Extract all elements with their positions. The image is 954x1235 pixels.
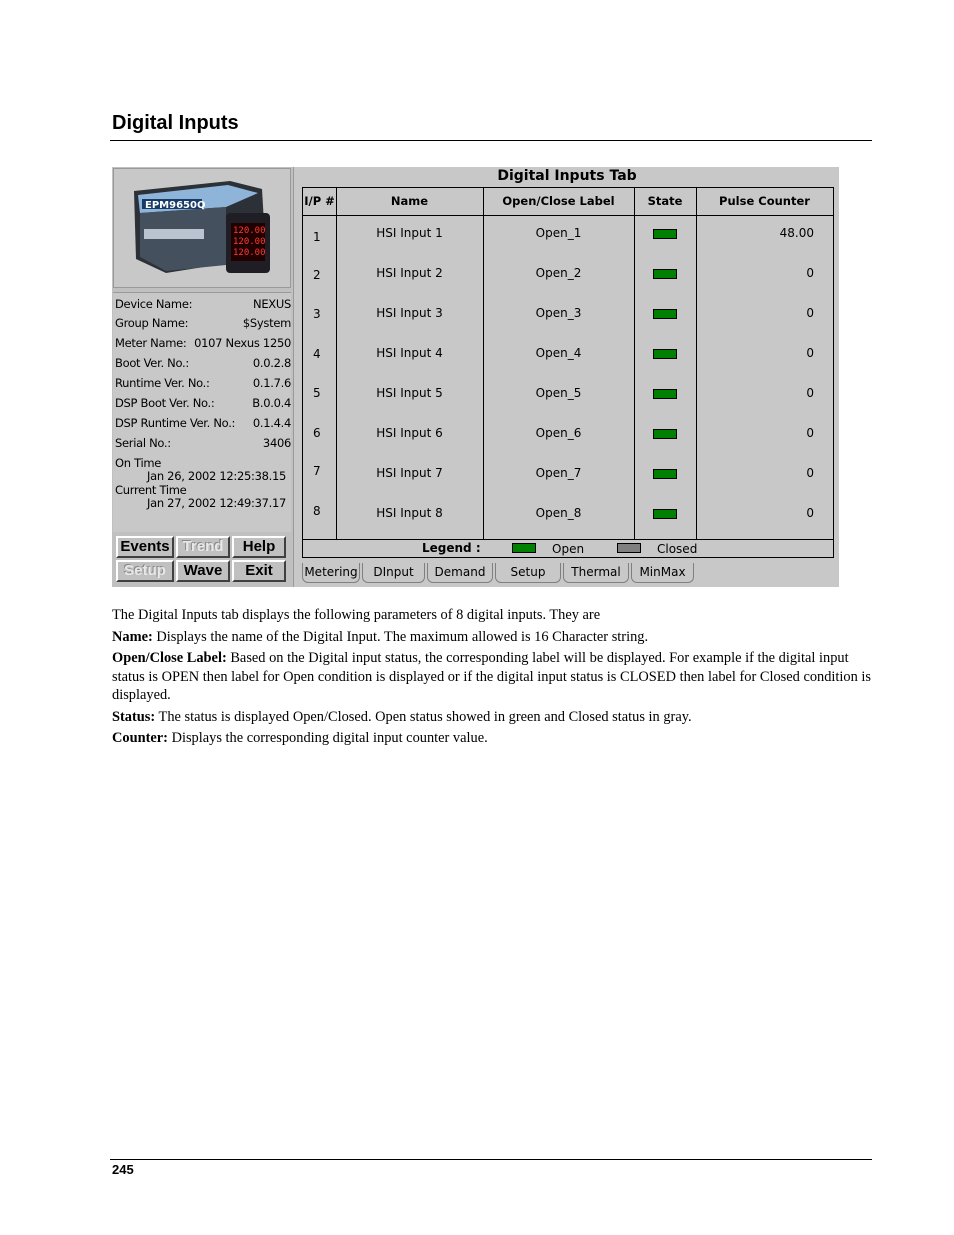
info-label: Runtime Ver. No.: xyxy=(115,376,210,390)
wave-button[interactable]: Wave xyxy=(176,560,230,582)
on-time-value: Jan 26, 2002 12:25:38.15 xyxy=(147,469,286,483)
digital-inputs-panel xyxy=(293,167,839,587)
pulse-counter: 0 xyxy=(806,426,814,440)
legend-open-label: Open xyxy=(552,542,585,556)
info-value: 0107 Nexus 1250 xyxy=(194,336,291,350)
intro-paragraph: The Digital Inputs tab displays the following parameters of 8 digital inputs. They are xyxy=(112,607,601,623)
column-divider xyxy=(696,188,697,540)
counter-description: Displays the corresponding digital input counter value. xyxy=(167,730,488,746)
input-label: Open_4 xyxy=(535,346,582,360)
info-row xyxy=(115,316,291,332)
counter-term: Counter: xyxy=(112,730,168,746)
info-row xyxy=(115,376,291,392)
input-number: 7 xyxy=(313,464,321,478)
input-label: Open_7 xyxy=(535,466,582,480)
tab-metering[interactable]: Metering xyxy=(302,563,360,583)
column-header: Pulse Counter xyxy=(719,194,810,208)
input-label: Open_6 xyxy=(535,426,582,440)
display-reading-1: 120.00 xyxy=(233,226,266,236)
input-name: HSI Input 8 xyxy=(376,506,443,520)
column-divider xyxy=(336,188,337,540)
pulse-counter: 0 xyxy=(806,386,814,400)
column-header: State xyxy=(647,194,683,208)
state-indicator xyxy=(653,509,677,519)
digital-inputs-table xyxy=(302,187,834,558)
header-divider xyxy=(303,215,833,216)
status-paragraph xyxy=(112,708,872,727)
input-name: HSI Input 4 xyxy=(376,346,443,360)
input-number: 2 xyxy=(313,268,321,282)
input-label: Open_1 xyxy=(535,226,582,240)
display-reading-2: 120.00 xyxy=(233,237,266,247)
events-button[interactable]: Events xyxy=(116,536,174,558)
legend-divider xyxy=(303,539,833,540)
legend-closed-swatch xyxy=(617,543,641,553)
input-name: HSI Input 1 xyxy=(376,226,443,240)
current-time-value: Jan 27, 2002 12:49:37.17 xyxy=(147,496,286,510)
name-description: Displays the name of the Digital Input. The maximum allowed is 16 Character string. xyxy=(152,629,649,645)
pulse-counter: 0 xyxy=(806,346,814,360)
legend-open-swatch xyxy=(512,543,536,553)
pulse-counter: 0 xyxy=(806,466,814,480)
device-info-panel xyxy=(113,292,291,532)
tab-bar xyxy=(294,561,839,587)
input-label: Open_3 xyxy=(535,306,582,320)
info-value: $System xyxy=(242,316,291,330)
input-number: 3 xyxy=(313,307,321,321)
info-value: B.0.0.4 xyxy=(252,396,291,410)
info-value: 0.1.7.6 xyxy=(252,376,291,390)
input-number: 4 xyxy=(313,347,321,361)
state-indicator xyxy=(653,229,677,239)
name-paragraph xyxy=(112,628,872,647)
input-label: Open_8 xyxy=(535,506,582,520)
pulse-counter: 0 xyxy=(806,506,814,520)
column-divider xyxy=(483,188,484,540)
column-divider xyxy=(634,188,635,540)
tab-dinput[interactable]: DInput xyxy=(362,563,425,583)
info-value: 0.1.4.4 xyxy=(252,416,291,430)
pulse-counter: 48.00 xyxy=(779,226,814,240)
state-indicator xyxy=(653,269,677,279)
state-indicator xyxy=(653,309,677,319)
title-rule xyxy=(110,140,872,141)
trend-button[interactable]: Trend xyxy=(176,536,230,558)
info-row xyxy=(115,396,291,412)
page-number: 245 xyxy=(112,1162,134,1177)
setup-button[interactable]: Setup xyxy=(116,560,174,582)
info-row xyxy=(115,416,291,432)
pulse-counter: 0 xyxy=(806,306,814,320)
page-title: Digital Inputs xyxy=(112,112,239,134)
info-label: DSP Runtime Ver. No.: xyxy=(115,416,236,430)
device-model-label: EPM9650Q xyxy=(145,200,206,211)
info-label: DSP Boot Ver. No.: xyxy=(115,396,215,410)
state-indicator xyxy=(653,469,677,479)
label-term: Open/Close Label: xyxy=(112,650,227,666)
device-image-box xyxy=(113,168,291,288)
input-label: Open_5 xyxy=(535,386,582,400)
info-label: Group Name: xyxy=(115,316,189,330)
info-label: Device Name: xyxy=(115,297,193,311)
input-name: HSI Input 7 xyxy=(376,466,443,480)
status-term: Status: xyxy=(112,709,156,725)
software-screenshot xyxy=(112,167,839,587)
counter-paragraph xyxy=(112,729,872,748)
on-time-label: On Time xyxy=(115,456,162,470)
state-indicator xyxy=(653,389,677,399)
input-name: HSI Input 5 xyxy=(376,386,443,400)
label-paragraph xyxy=(112,649,872,705)
input-name: HSI Input 2 xyxy=(376,266,443,280)
meter-device-photo xyxy=(130,177,270,277)
pulse-counter: 0 xyxy=(806,266,814,280)
info-label: Meter Name: xyxy=(115,336,187,350)
input-name: HSI Input 6 xyxy=(376,426,443,440)
tab-setup[interactable]: Setup xyxy=(495,563,561,583)
current-time-label: Current Time xyxy=(115,483,187,497)
column-header: Name xyxy=(390,194,429,208)
info-row xyxy=(115,356,291,372)
legend-label: Legend : xyxy=(422,541,481,555)
tab-minmax[interactable]: MinMax xyxy=(631,563,694,583)
column-header: Open/Close Label xyxy=(502,194,615,208)
input-number: 5 xyxy=(313,386,321,400)
info-value: NEXUS xyxy=(253,297,291,311)
info-value: 3406 xyxy=(262,436,291,450)
legend-closed-label: Closed xyxy=(657,542,698,556)
footer-rule xyxy=(110,1159,872,1160)
digital-inputs-tab-title: Digital Inputs Tab xyxy=(497,168,637,184)
info-value: 0.0.2.8 xyxy=(252,356,291,370)
help-button[interactable]: Help xyxy=(232,536,286,558)
state-indicator xyxy=(653,429,677,439)
column-header: I/P # xyxy=(304,194,335,208)
input-name: HSI Input 3 xyxy=(376,306,443,320)
input-number: 1 xyxy=(313,230,321,244)
input-number: 8 xyxy=(313,504,321,518)
status-description: The status is displayed Open/Closed. Open status showed in green and Closed status in gray. xyxy=(155,709,692,725)
name-term: Name: xyxy=(112,629,153,645)
info-row xyxy=(115,436,291,452)
info-label: Serial No.: xyxy=(115,436,171,450)
input-label: Open_2 xyxy=(535,266,582,280)
info-label: Boot Ver. No.: xyxy=(115,356,189,370)
info-row xyxy=(115,336,291,352)
tab-demand[interactable]: Demand xyxy=(427,563,493,583)
tab-thermal[interactable]: Thermal xyxy=(563,563,629,583)
label-description: Based on the Digital input status, the corresponding label will be displayed. For example if the digital input status is OPEN then label for Open condition is displayed or if the digital input status is CLOSED then label for Closed condition is displayed. xyxy=(112,650,872,703)
input-number: 6 xyxy=(313,426,321,440)
exit-button[interactable]: Exit xyxy=(232,560,286,582)
state-indicator xyxy=(653,349,677,359)
info-row xyxy=(115,297,291,313)
display-reading-3: 120.00 xyxy=(233,248,266,258)
